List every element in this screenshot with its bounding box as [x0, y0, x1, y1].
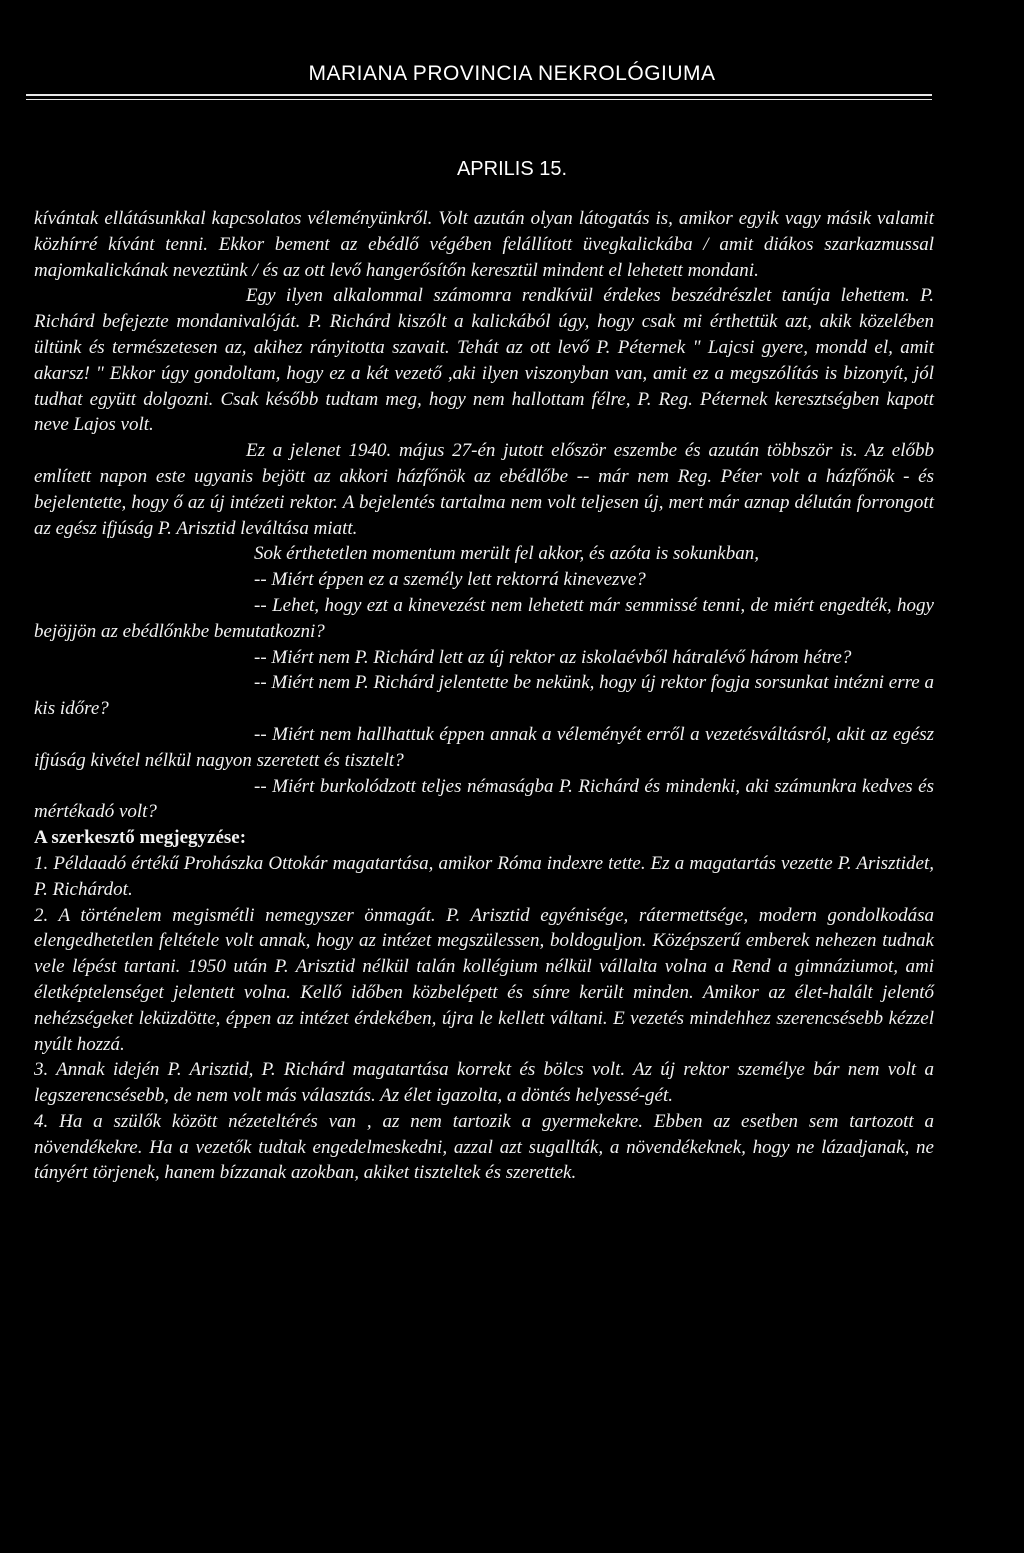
paragraph: Ez a jelenet 1940. május 27-én jutott először eszembe és azután többször is. Az előbb említett napon este ugyanis bejött az akkori házfőnök az ebédlőbe -- már nem Reg. Péter volt a házfőnök - és bejelentette, hogy ő az új intézeti rektor. A bejelentés tartalma nem volt teljesen új, mert már aznap délután forrongott az egész ifjúság P. Arisztid leváltása miatt. [34, 440, 934, 539]
editor-note: 2. A történelem megismétli nemegyszer önmagát. P. Arisztid egyénisége, rátermettsége, modern gondolkodása elengedhetetlen feltétele volt annak, hogy az intézet megszülessen, boldoguljon. Középszerű emberek nehezen tudnak vele lépést tartani. 1950 után P. Arisztid nélkül talán kollégium nélkül vállalta volna a Rend a gimnáziumot, ami életképtelenséget jelentett volna. Kellő időben közbelépett és sínre került minden. Amikor az élet-halált jelentő nehézségeket leküzdötte, éppen az intézet érdekében, újra le kellett váltani. E vezetés mindehhez szerencsésebb kézzel nyúlt hozzá. [34, 904, 934, 1055]
question: -- Miért nem P. Richárd jelentette be nekünk, hogy új rektor fogja sorsunkat intézni erre a kis időre? [34, 672, 934, 720]
question: -- Miért burkolódzott teljes némaságba P. Richárd és mindenki, aki számunkra kedves és mértékadó volt? [34, 775, 934, 823]
header-rule-thin [26, 99, 932, 100]
editor-note: 3. Annak idején P. Arisztid, P. Richárd magatartása korrekt és bölcs volt. Az új rektor személye bár nem volt a legszerencsésebb, de nem volt más választás. Az élet igazolta, a döntés helyessé-gét. [34, 1059, 934, 1107]
entry-date: APRILIS 15. [456, 158, 568, 180]
editor-note: 1. Példaadó értékű Prohászka Ottokár magatartása, amikor Róma indexre tette. Ez a magatartás vezette P. Arisztidet, P. Richárdot. [34, 852, 934, 900]
question: -- Miért éppen ez a személy lett rektorrá kinevezve? [254, 569, 646, 591]
running-header: MARIANA PROVINCIA NEKROLÓGIUMA [308, 62, 716, 85]
editor-note-heading: A szerkesztő megjegyzése: [34, 827, 247, 849]
question: -- Miért nem hallhattuk éppen annak a véleményét erről a vezetésváltásról, akit az egész ifjúság kivétel nélkül nagyon szeretett és tisztelt? [34, 723, 934, 771]
question: -- Lehet, hogy ezt a kinevezést nem lehetett már semmissé tenni, de miért engedték, hogy bejöjjön az ebédlőnkbe bemutatkozni? [34, 594, 934, 642]
paragraph: Egy ilyen alkalommal számomra rendkívül érdekes beszédrészlet tanúja lehettem. P. Richárd befejezte mondanivalóját. P. Richárd kiszólt a kalickából úgy, hogy csak mi érthettük azt, akik közelében ültünk és természetesen az, akihez rányitotta szavait. Tehát az ott levő P. Péternek " Lajcsi gyere, mondd el, amit akarsz! " Ekkor úgy gondoltam, hogy ez a két vezető ,aki ilyen viszonyban van, amit ez a megszólítás is bizonyít, jól tudhat együtt dolgozni. Csak később tudtam meg, hogy nem hallottam félre, P. Reg. Péternek keresztségben kapott neve Lajos volt. [34, 285, 934, 436]
paragraph: kívántak ellátásunkkal kapcsolatos véleményünkről. Volt azután olyan látogatás is, amikor egyik vagy másik valamit közhírré kívánt tenni. Ekkor bement az ebédlő végében felállított üvegkalickába / amit diákos szarkazmussal majomkalickának neveztünk / és az ott levő hangerősítőn keresztül mindent el lehetett mondani. [34, 208, 934, 281]
question: -- Miért nem P. Richárd lett az új rektor az iskolaévből hátralévő három hétre? [254, 646, 852, 668]
editor-note: 4. Ha a szülők között nézeteltérés van , az nem tartozik a gyermekekre. Ebben az esetben sem tartozott a növendékekre. Ha a vezetők tudtak engedelmeskedni, azzal azt sugallták, a növendékeknek, hogy ne lázadjanak, ne tányért törjenek, hanem bízzanak azokban, akiket tiszteltek és szerettek. [34, 1110, 934, 1184]
body-text [34, 206, 934, 1186]
paragraph: Sok érthetetlen momentum merült fel akkor, és azóta is sokunkban, [254, 543, 759, 565]
header-rule [26, 94, 932, 96]
